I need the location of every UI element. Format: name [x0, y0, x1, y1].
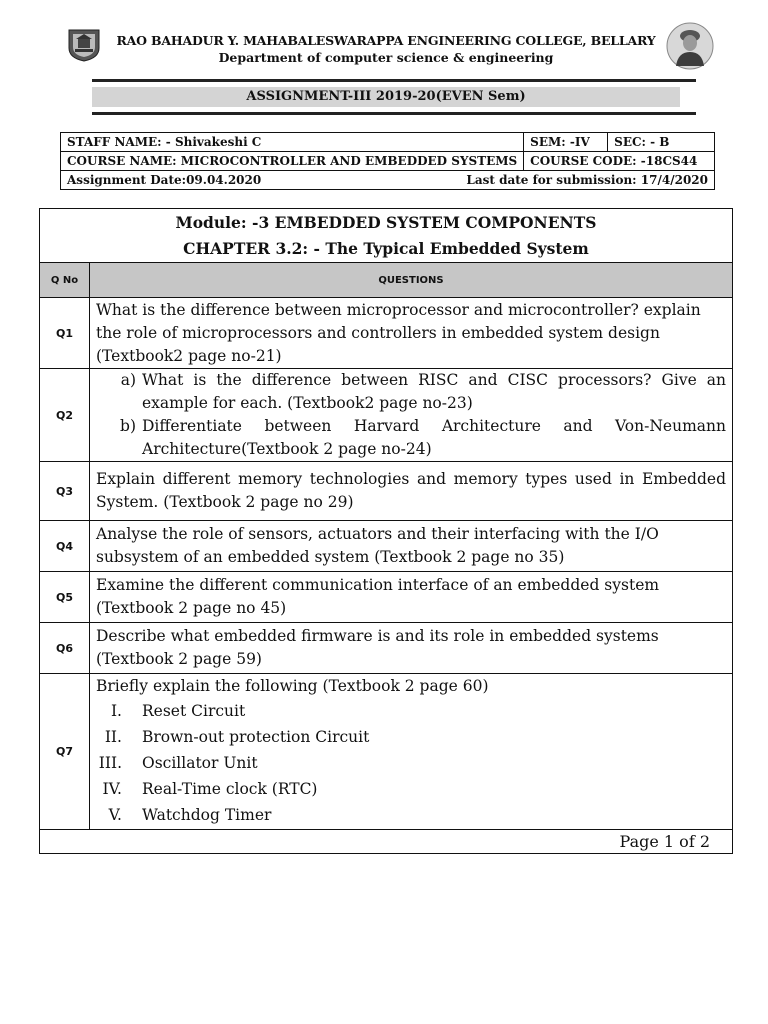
list-item-label: IV. — [102, 780, 122, 798]
assignment-title: ASSIGNMENT-III 2019-20(EVEN Sem) — [92, 87, 680, 107]
module-title: Module: -3 EMBEDDED SYSTEM COMPONENTS — [175, 213, 597, 232]
question-text — [90, 674, 733, 830]
list-item-label: III. — [98, 754, 122, 772]
question-text: Analyse the role of sensors, actuators and their interfacing with the I/O subsystem of an embedded system (Textbook 2 page no 35) — [90, 521, 733, 572]
list-item-text: Watchdog Timer — [142, 806, 272, 824]
sub-question — [96, 415, 726, 461]
course-name: COURSE NAME: MICROCONTROLLER AND EMBEDDED SYSTEMS — [61, 152, 524, 171]
question-number: Q7 — [40, 674, 90, 830]
staff-name: STAFF NAME: - Shivakeshi C — [61, 133, 524, 152]
question-text: Examine the different communication interface of an embedded system (Textbook 2 page no 45) — [90, 572, 733, 623]
list-item-label: V. — [108, 806, 122, 824]
questions-table — [39, 208, 733, 854]
list-item-label: I. — [110, 702, 122, 720]
question-text — [90, 369, 733, 462]
table-row — [40, 572, 733, 623]
table-row — [40, 674, 733, 830]
question-number: Q2 — [40, 369, 90, 462]
table-row — [40, 462, 733, 521]
sub-question — [96, 369, 726, 415]
submission-deadline: Last date for submission: 17/4/2020 — [466, 172, 708, 187]
qno-header: Q No — [40, 263, 90, 298]
list-item-label: II. — [104, 728, 122, 746]
list-item-text: Real-Time clock (RTC) — [142, 780, 318, 798]
question-number: Q1 — [40, 298, 90, 369]
list-item-text: Reset Circuit — [142, 702, 246, 720]
sub-question-text: Differentiate between Harvard Architecture and Von-Neumann Architecture(Textbook 2 page no-24) — [142, 417, 726, 458]
table-row — [40, 369, 733, 462]
assignment-date: Assignment Date:09.04.2020 — [67, 172, 262, 187]
department-name: Department of computer science & engineering — [218, 50, 554, 65]
list-item — [96, 776, 726, 802]
list-item — [96, 750, 726, 776]
table-row — [40, 623, 733, 674]
list-item-text: Brown-out protection Circuit — [142, 728, 370, 746]
question-text: Describe what embedded firmware is and its role in embedded systems (Textbook 2 page 59) — [90, 623, 733, 674]
section: SEC: - B — [608, 133, 715, 152]
course-code: COURSE CODE: -18CS44 — [524, 152, 715, 171]
table-row — [40, 521, 733, 572]
list-item — [96, 698, 726, 724]
page-number: Page 1 of 2 — [40, 830, 733, 854]
question-text: What is the difference between microprocessor and microcontroller? explain the role of microprocessors and controllers in embedded system design (Textbook2 page no-21) — [90, 298, 733, 369]
header-divider-bottom — [92, 112, 696, 115]
semester: SEM: -IV — [524, 133, 608, 152]
sub-question-label: a) — [120, 371, 136, 389]
course-info-table — [60, 132, 715, 190]
sub-question-text: What is the difference between RISC and CISC processors? Give an example for each. (Textbook2 page no-23) — [142, 371, 726, 412]
header-divider-top — [92, 79, 696, 82]
table-row — [40, 298, 733, 369]
question-number: Q6 — [40, 623, 90, 674]
question-number: Q4 — [40, 521, 90, 572]
list-item — [96, 724, 726, 750]
dates-row — [61, 171, 715, 190]
question-number: Q5 — [40, 572, 90, 623]
list-item — [96, 802, 726, 828]
questions-header: QUESTIONS — [90, 263, 733, 298]
question-text: Explain different memory technologies and memory types used in Embedded System. (Textbook 2 page no 29) — [90, 462, 733, 521]
list-item-text: Oscillator Unit — [142, 754, 258, 772]
sub-question-label: b) — [120, 417, 136, 435]
module-heading — [40, 209, 733, 263]
question-number: Q3 — [40, 462, 90, 521]
question-intro: Briefly explain the following (Textbook 2 page 60) — [96, 677, 489, 695]
chapter-title: CHAPTER 3.2: - The Typical Embedded System — [183, 239, 589, 258]
college-name: RAO BAHADUR Y. MAHABALESWARAPPA ENGINEERING COLLEGE, BELLARY — [116, 33, 656, 48]
